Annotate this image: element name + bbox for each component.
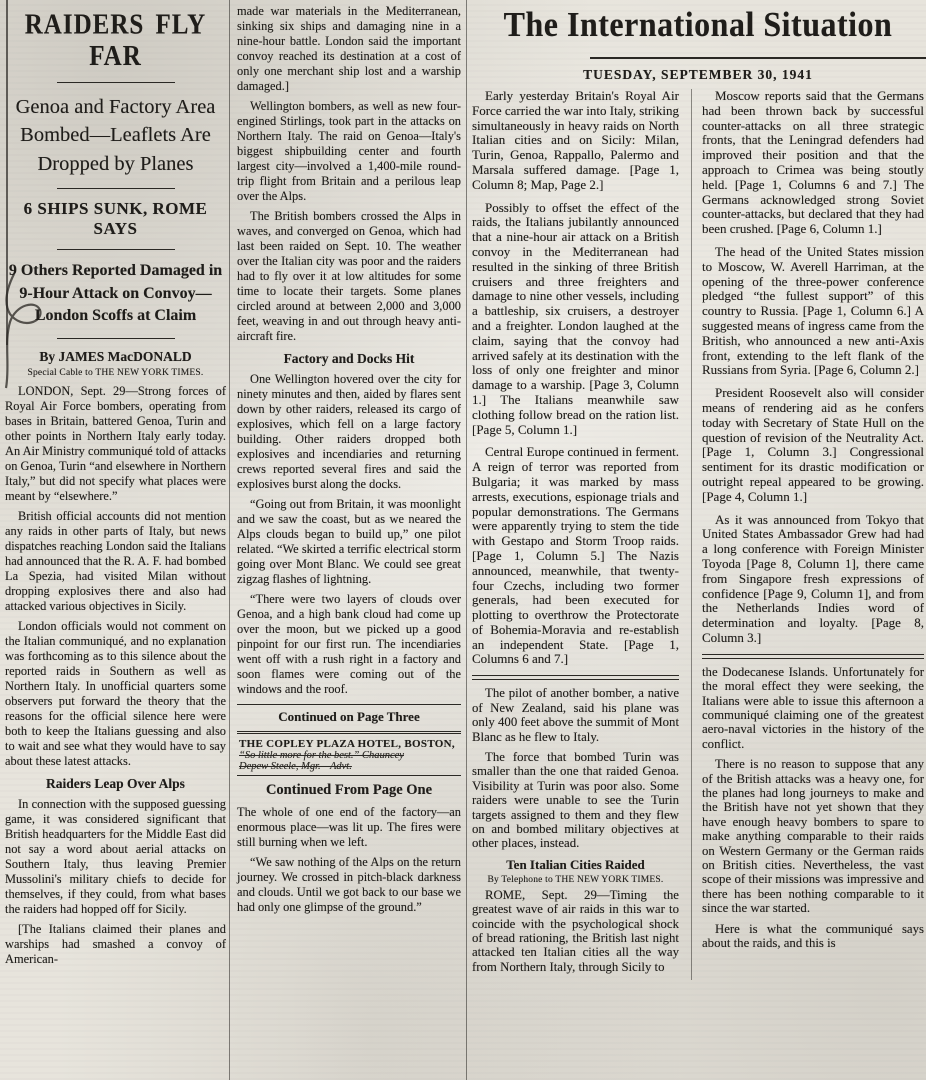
summary-paragraph: The head of the United States mission to Moscow, W. Averell Harriman, at the opening of the three-power conference pledged “the fullest support” of this country to Russia. [Page 1, Column 6.] A suggested means of ingress came from the British, who announced a new anti-Axis front, extending to the left flank of the Russians from Syria. [Page 6, Column 2.] [702, 243, 924, 378]
body-paragraph: “We saw nothing of the Alps on the return journey. We crossed in pitch-black darkness and clouds. Until we got back to our base we had only one glimpse of the ground.” [237, 855, 461, 914]
horizontal-rule [57, 188, 175, 189]
column-rule [229, 0, 230, 1080]
continued-from-line: Continued From Page One [265, 782, 433, 798]
section-dateline: TUESDAY, SEPTEMBER 30, 1941 [583, 67, 813, 82]
body-paragraph: Wellington bombers, as well as new four-engined Stirlings, took part in the attacks on Northern Italy. The raid on Genoa—Italy's biggest shipbuilding center and fourth largest city—involved a 1,400-mile round-trip flight from Britain and a perilous leap over the Alps. [237, 99, 461, 203]
continuation-paragraph: Here is what the communiqué says about the raids, and this is [702, 921, 924, 950]
international-situation-section [472, 2, 924, 980]
continuation-paragraph: ROME, Sept. 29—Timing the greatest wave of air raids in this war to coincide with the psychological shock of bread rationing, the British last night attacked ten Italian cities all the way from Northern Italy, through Sicily to [472, 887, 679, 974]
horizontal-rule [57, 338, 175, 339]
deck2-headline: 9 Others Reported Damaged in 9-Hour Attack on Convoy—London Scoffs at Claim [8, 261, 223, 325]
byline: By JAMES MacDONALD [39, 349, 192, 364]
summary-column-right [702, 89, 924, 980]
continued-on-line: Continued on Page Three [237, 704, 461, 729]
crosshead-raiders-leap: Raiders Leap Over Alps [46, 776, 185, 791]
credit-line: By Telephone to THE NEW YORK TIMES. [487, 874, 664, 885]
double-rule [702, 654, 924, 659]
body-paragraph: The whole of one end of the factory—an enormous place—was lit up. The fires were still burning when we left. [237, 805, 461, 849]
horizontal-rule [57, 82, 175, 83]
summary-paragraph: Possibly to offset the effect of the raids, the Italians jubilantly announced that a nine-hour air attack on a British convoy in the Mediterranean had resulted in the sinking of three British cruisers and three freighters and damage to nine other vessels, including a battleship, six cruisers, a destroyer and a freighter. London laughed at the claim, saying that the convoy had arrived safely at its destination with the loss of only one freighter and minor damage to a warship. [Page 3, Column 1.] The Italians meanwhile saw clothing follow bread on the ration list. [Page 5, Column 1.] [472, 199, 679, 437]
crosshead-ten-cities: Ten Italian Cities Raided [506, 856, 645, 872]
horizontal-rule [57, 249, 175, 250]
double-rule [472, 675, 679, 680]
left-story-column-2 [237, 4, 461, 920]
ad-line: “So little more for the best.” Chauncey [239, 750, 404, 761]
summary-paragraph: As it was announced from Tokyo that United States Ambassador Grew had had a long conference with Foreign Minister Toyoda [Page 8, Column 1], there came from Singapore fresh expressions of confidence [Page 9, Column 1], and from the Netherlands Indies word of determination and loyalty. [Page 8, Column 3.] [702, 511, 924, 645]
body-paragraph: made war materials in the Mediterranean, sinking six ships and damaging nine in a nine-hour battle. London said the important convoy reached its destination at a cost of only one merchant ship lost and a warship damaged.] [237, 4, 461, 93]
ad-line: Depew Steele, Mgr.—Advt. [239, 761, 352, 772]
summary-paragraph: Moscow reports said that the Germans had been thrown back by successful counter-attacks on all three strategic fronts, that the Leningrad defenders had improved their position and that the approach to Crimea was being stoutly held. [Page 1, Columns 6 and 7.] The Germans acknowledged strong Soviet counter-attacks, but declared that they had been crushed. [Page 6, Column 1.] [702, 88, 924, 237]
body-paragraph: “There were two layers of clouds over Genoa, and a high bank cloud had come up over the moon, but we picked up a good pinpoint for our first run. The incendiaries went off with a rush right in a factory and soon flames were coming out of the windows and the roof. [237, 592, 461, 696]
body-paragraph: The British bombers crossed the Alps in waves, and converged on Genoa, which had last been raided on Sept. 10. The weather over the Italian city was poor and the raiders had to fly over it at low altitudes for some time to locate their targets. Some planes circled around at between 2,000 and 3,000 feet, weaving in and out through heavy anti-aircraft fire. [237, 209, 461, 343]
summary-column-left [472, 89, 679, 980]
title-rule [590, 57, 926, 59]
summary-paragraph: Early yesterday Britain's Royal Air Force carried the war into Italy, striking simultaneously in heavy raids on North Italian cities and on Sicily: Milan, Turin, Genoa, Rappallo, Palermo and Marsala suffered damage. [Page 1, Column 8; Map, Page 2.] [472, 88, 679, 192]
continuation-paragraph: The pilot of another bomber, a native of New Zealand, said his plane was only 400 feet above the summit of Mont Blanc as he flew to Italy. [472, 686, 679, 744]
subhead-ships-sunk: 6 SHIPS SUNK, ROME SAYS [23, 198, 208, 238]
summary-paragraph: President Roosevelt also will consider means of rendering aid as he confers today with Secretary of State Hull on the question of revision of the Neutrality Act. [Page 1, Column 3.] Congressional sentiment for its drastic modification or outright repeal appeared to be growing. [Page 4, Column 1.] [702, 385, 924, 504]
body-paragraph: One Wellington hovered over the city for ninety minutes and then, aided by flares sent down by other raiders, released its cargo of explosives, which fell on a large factory building. Other raiders dropped both explosives and incendiaries and returning crews reported several fires and said the explosives burst along the docks. [237, 372, 461, 491]
crosshead-factory-docks: Factory and Docks Hit [283, 351, 415, 366]
body-paragraph: “Going out from Britain, it was moonlight and we saw the coast, but as we neared the Alps clouds began to build up,” one pilot related. “We skirted a terrific electrical storm going over Mont Blanc. We could see great zigzag flashes of lightning. [237, 497, 461, 586]
body-paragraph: London officials would not comment on the Italian communiqué, and no explanation was forthcoming as to this silence about the reported raids in Southern as well as Northern Italy. In unofficial quarters some observers put forward the theory that the reasons for the official silence here were both to keep the Italians guessing and also to wait and see what they would have to say about these latest attacks. [5, 619, 226, 768]
continuation-paragraph: The force that bombed Turin was smaller than the one that raided Genoa. Visibility at Turin was poor also. Some raiders were unable to see the Turin targets assigned to them and they flew on and bombed military objectives at other places, instead. [472, 749, 679, 851]
column-rule-inner [691, 89, 692, 980]
ad-line: THE COPLEY PLAZA HOTEL, BOSTON, [239, 738, 455, 750]
body-paragraph: [The Italians claimed their planes and warships had smashed a convoy of American- [5, 922, 226, 966]
summary-columns [472, 89, 924, 980]
continuation-paragraph: There is no reason to suppose that any of the British attacks was a heavy one, for the planes had long journeys to make and the British have not yet shown that they have enough heavy bombers to spare to make anything comparable to their raids on Western Germany or the German raids on British cities. Nevertheless, the vast scope of their missions was impressive and there has been nothing comparable to it since the war started. [702, 757, 924, 916]
credit-line: Special Cable to THE NEW YORK TIMES. [27, 368, 204, 378]
body-paragraph: LONDON, Sept. 29—Strong forces of Royal Air Force bombers, operating from bases in Britain, battered Genoa, Turin and other points in Northern Italy early today. An Air Ministry communiqué told of attacks on Genoa, Turin “and elsewhere in Northern Italy,” but did not specify what places were meant by “elsewhere.” [5, 384, 226, 503]
main-headline: RAIDERS FLY FAR [24, 10, 207, 72]
body-paragraph: In connection with the supposed guessing game, it was considered significant that British headquarters for the Middle East did not say a word about aerial attacks on Southern Italy, thus leaving Premier Mussolini's military chiefs to decide for themselves, if they could, from what bases the raiders had hopped off for Sicily. [5, 797, 226, 916]
left-story-column [5, 6, 226, 972]
deck-headline: Genoa and Factory Area Bombed—Leaflets Are Dropped by Planes [15, 96, 216, 175]
hotel-ad-box [237, 731, 461, 776]
column-rule [466, 0, 467, 1080]
summary-paragraph: Central Europe continued in ferment. A reign of terror was reported from Bulgaria; it was marked by mass arrests, executions, espionage trials and popular demonstrations. The Germans were apparently trying to stem the tide with Gestapo and Storm Troop raids. [Page 1, Column 5.] The Nazis announced, meanwhile, that twenty-four Czechs, including two former generals, had been executed for plotting to overthrow the Protectorate of Bohemia-Moravia and re-establish an independent State. [Page 1, Columns 6 and 7.] [472, 444, 679, 667]
body-paragraph: British official accounts did not mention any raids in other parts of Italy, but news dispatches reaching London said the Italians had announced that the R. A. F. had bombed La Spezia, had visited Milan without dropping explosives there and also had attacked various objectives in Sicily. [5, 509, 226, 613]
section-title: The International Situation [503, 4, 893, 44]
continuation-paragraph: the Dodecanese Islands. Unfortunately for the moral effect they were seeking, the Italians were able to issue this afternoon a communiqué claiming one of the greatest aero-naval victories in the history of the conflict. [702, 664, 924, 751]
